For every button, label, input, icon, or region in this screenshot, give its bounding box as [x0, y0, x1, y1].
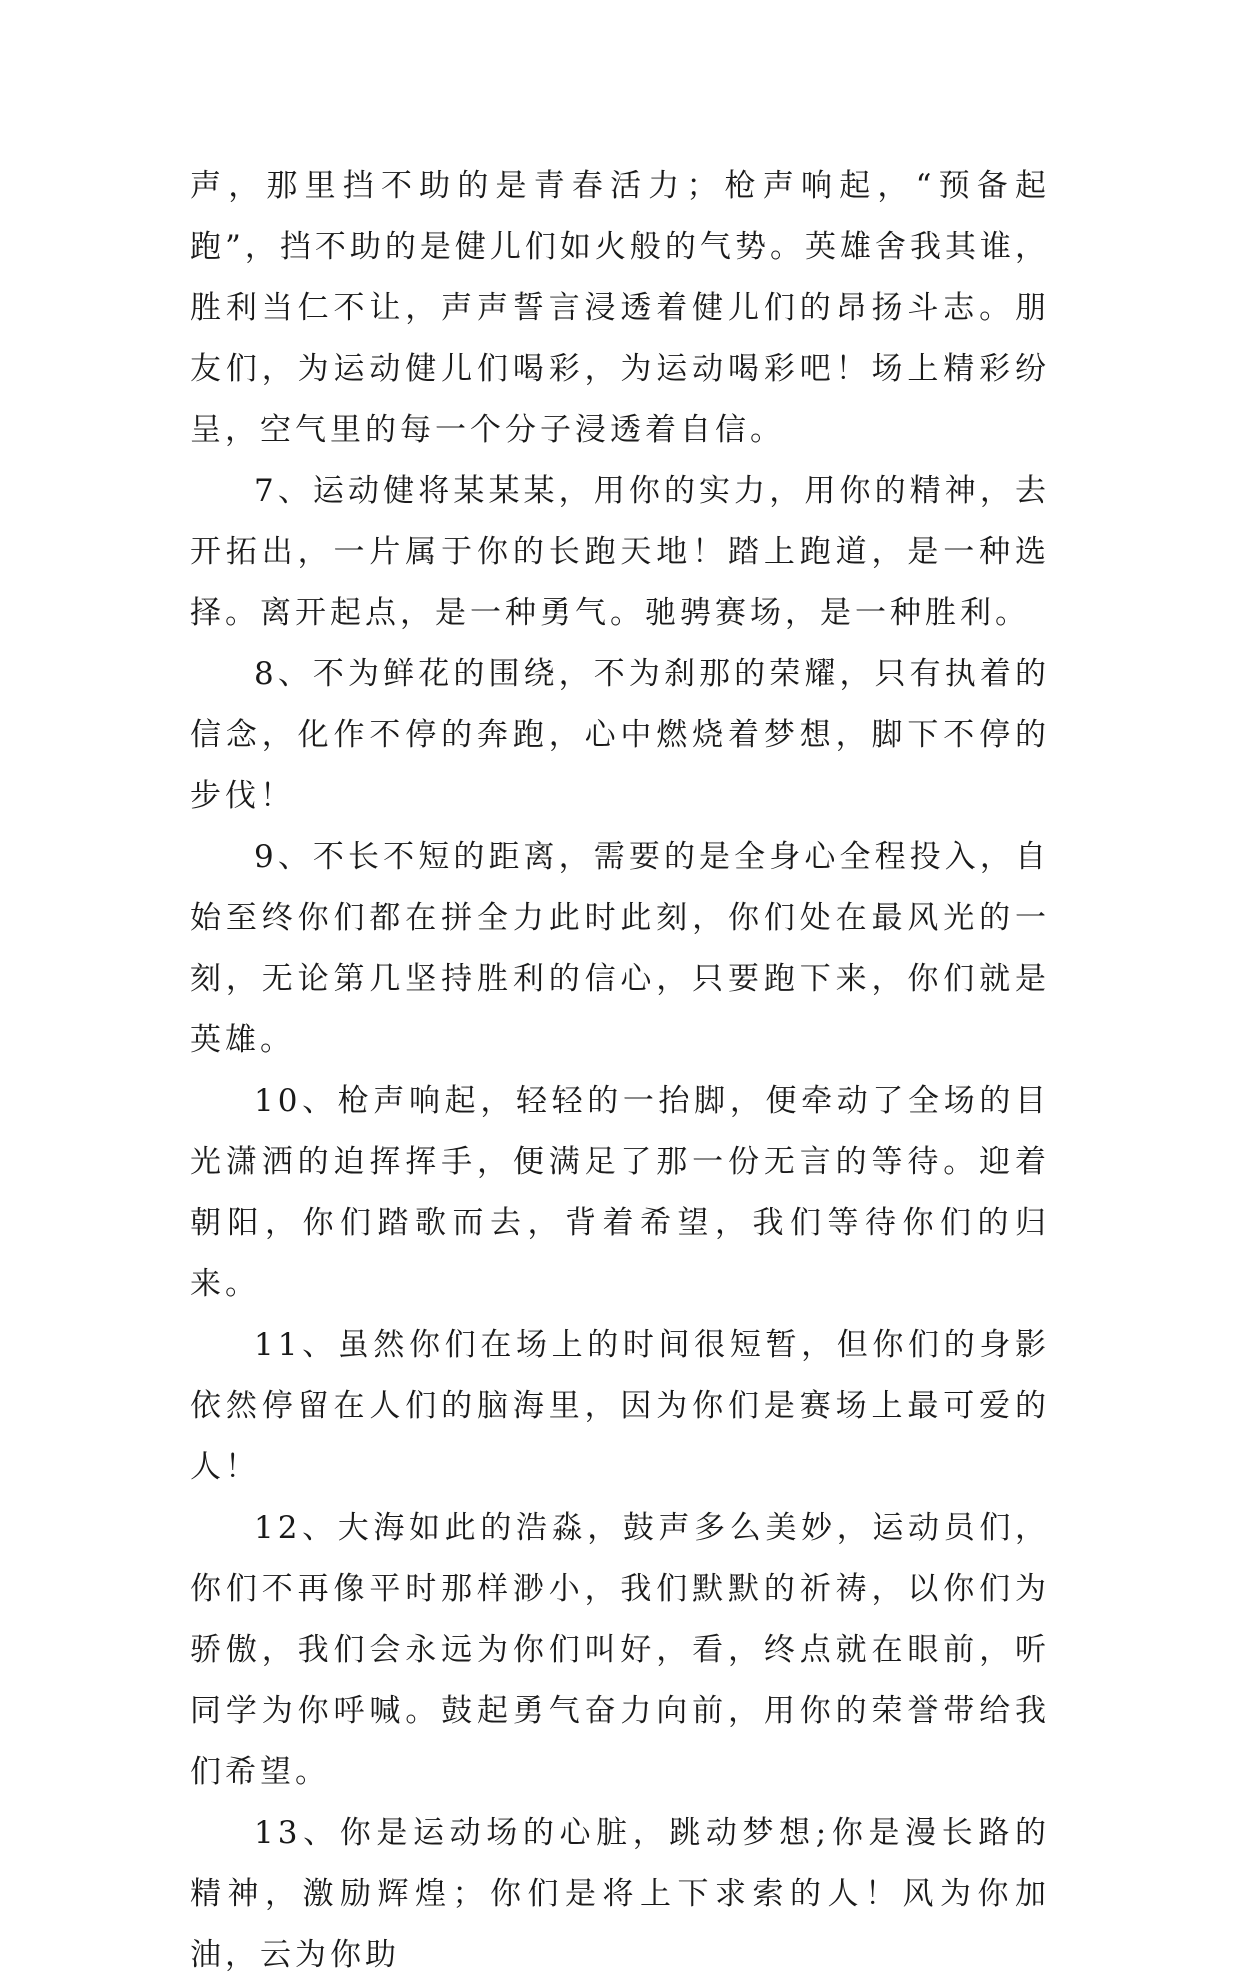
paragraph-9: 9、不长不短的距离，需要的是全身心全程投入，自始至终你们都在拼全力此时此刻，你们处在最风光的一刻，无论第几坚持胜利的信心，只要跑下来，你们就是英雄。 [190, 839, 1050, 1058]
paragraph-continuation: 声，那里挡不助的是青春活力；枪声响起，“预备起跑”，挡不助的是健儿们如火般的气势。英雄舍我其谁，胜利当仁不让，声声誓言浸透着健儿们的昂扬斗志。朋友们，为运动健儿们喝彩，为运动喝彩吧！场上精彩纷呈，空气里的每一个分子浸透着自信。 [190, 168, 1050, 448]
paragraph-8: 8、不为鲜花的围绕，不为刹那的荣耀，只有执着的信念，化作不停的奔跑，心中燃烧着梦想，脚下不停的步伐！ [190, 656, 1050, 814]
paragraph-7: 7、运动健将某某某，用你的实力，用你的精神，去开拓出，一片属于你的长跑天地！踏上跑道，是一种选择。离开起点，是一种勇气。驰骋赛场，是一种胜利。 [190, 473, 1050, 631]
paragraph-11: 11、虽然你们在场上的时间很短暂，但你们的身影依然停留在人们的脑海里，因为你们是赛场上最可爱的人！ [190, 1327, 1050, 1485]
paragraph-12: 12、大海如此的浩淼，鼓声多么美妙，运动员们，你们不再像平时那样渺小，我们默默的祈祷，以你们为骄傲，我们会永远为你们叫好，看，终点就在眼前，听同学为你呼喊。鼓起勇气奋力向前，用你的荣誉带给我们希望。 [190, 1510, 1050, 1790]
paragraph-10: 10、枪声响起，轻轻的一抬脚，便牵动了全场的目光潇洒的迫挥挥手，便满足了那一份无言的等待。迎着朝阳，你们踏歌而去，背着希望，我们等待你们的归来。 [190, 1083, 1050, 1302]
document-body [190, 156, 1050, 1986]
paragraph-13: 13、你是运动场的心脏，跳动梦想;你是漫长路的精神，激励辉煌；你们是将上下求索的人！风为你加油，云为你助 [190, 1815, 1050, 1973]
